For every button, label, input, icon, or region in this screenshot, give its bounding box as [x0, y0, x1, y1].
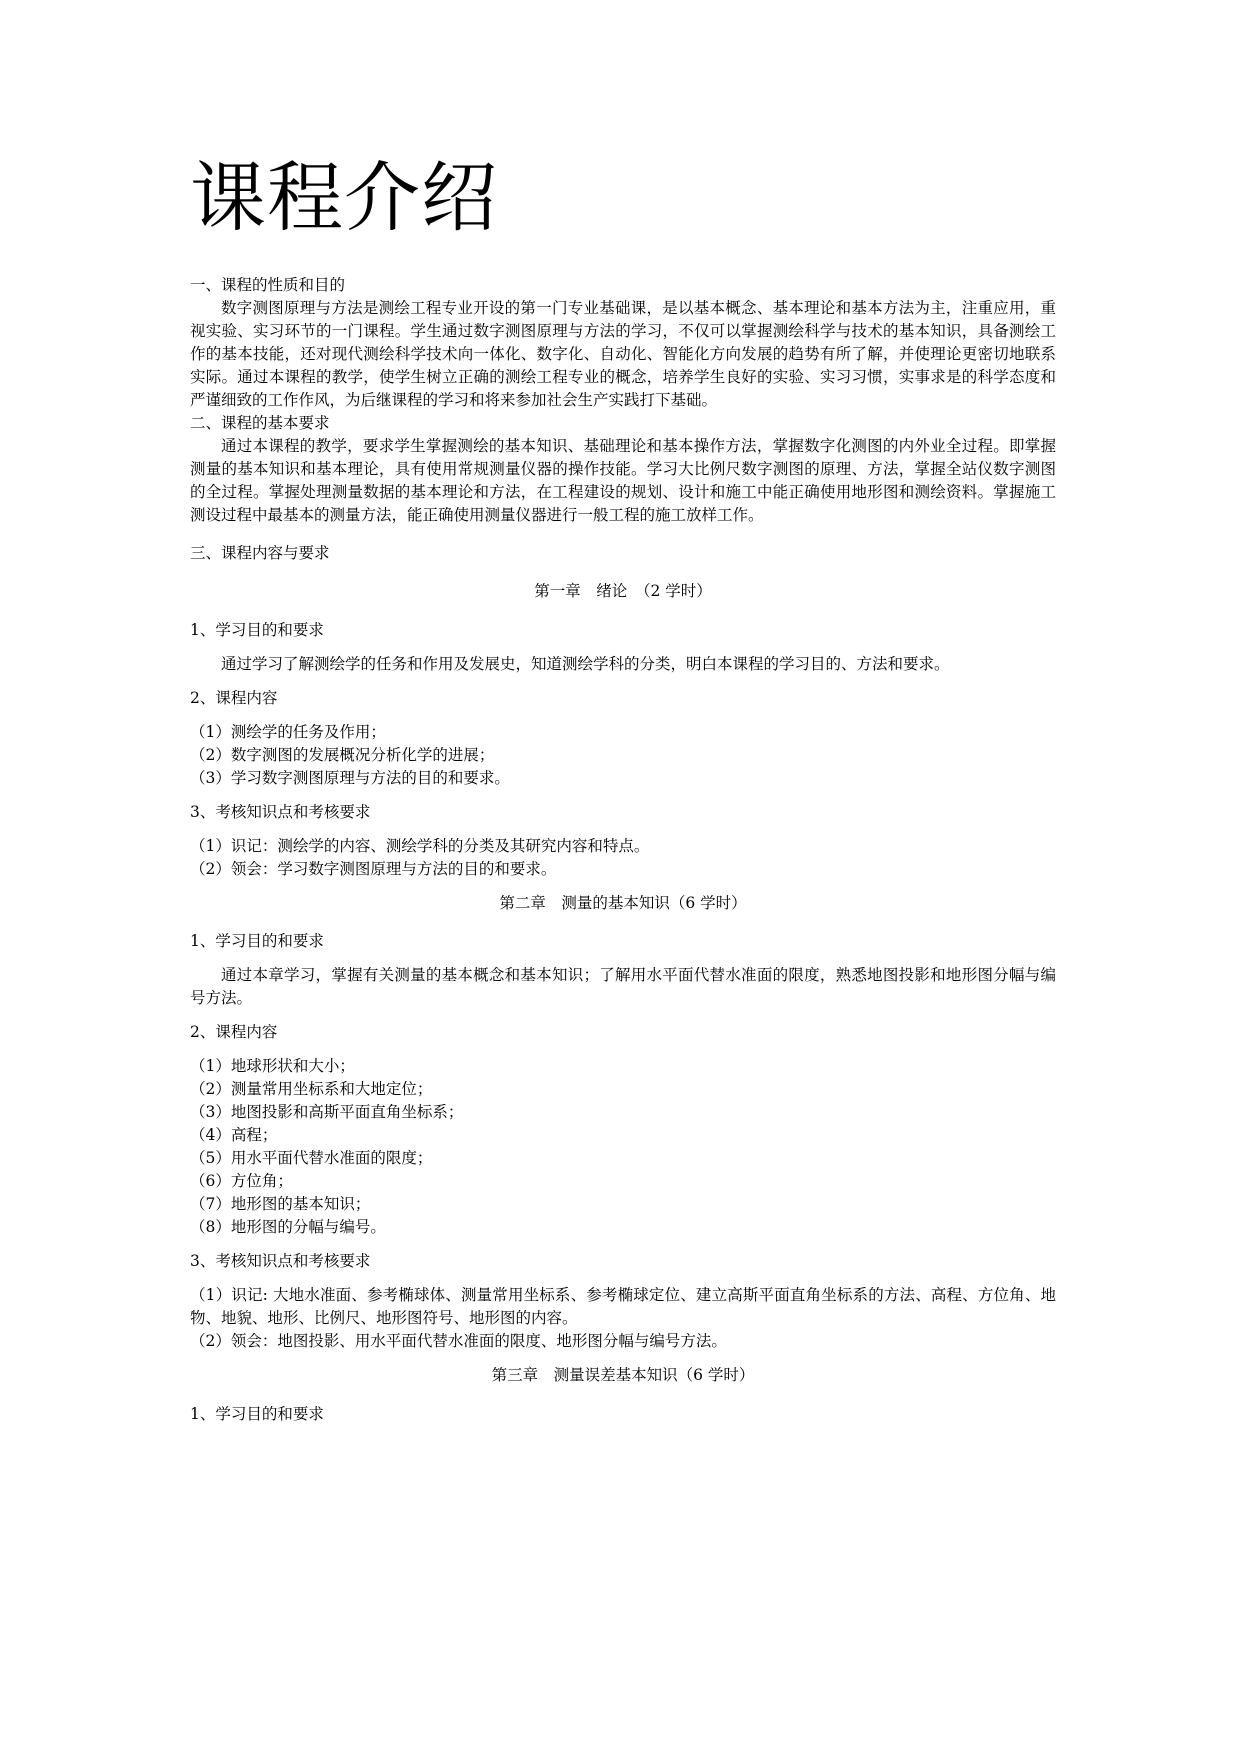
chapter1-goal-heading: 1、学习目的和要求: [190, 620, 324, 639]
chapter2-goal-heading: 1、学习目的和要求: [190, 932, 324, 950]
chapter1-content-heading: 2、课程内容: [190, 688, 278, 707]
section1-body: 数字测图原理与方法是测绘工程专业开设的第一门专业基础课，是以基本概念、基本理论和基本方法为主，注重应用，重视实验、实习环节的一门课程。学生通过数字测图原理与方法的学习，不仅可以掌握测绘科学与技术的基本知识，具备测绘工作的基本技能，还对现代测绘科学技术向一体化、数字化、自动化、智能化方向发展的趋势有所了解，并使理论更密切地联系实际。通过本课程的教学，使学生树立正确的测绘工程专业的概念，培养学生良好的实验、实习习惯，实事求是的科学态度和严谨细致的工作作风，为后继课程的学习和将来参加社会生产实践打下基础。: [190, 299, 1056, 409]
page-title: 课程介绍: [190, 153, 498, 242]
chapter3-title: 第三章 测量误差基本知识（6 学时）: [491, 1366, 755, 1384]
chapter1-title: 第一章 绪论 （2 学时）: [534, 582, 712, 600]
section1-heading: 一、课程的性质和目的: [190, 276, 346, 294]
section2-body: 通过本课程的教学，要求学生掌握测绘的基本知识、基础理论和基本操作方法，掌握数字化测图的内外业全过程。即掌握测量的基本知识和基本理论，具有使用常规测量仪器的操作技能。学习大比例尺数字测图的原理、方法，掌握全站仪数字测图的全过程。掌握处理测量数据的基本理论和方法，在工程建设的规划、设计和施工中能正确使用地形图和测绘资料。掌握施工测设过程中最基本的测量方法，能正确使用测量仪器进行一般工程的施工放样工作。: [190, 437, 1056, 524]
list-item: （1）地球形状和大小；: [190, 1057, 355, 1075]
chapter2-title: 第二章 测量的基本知识（6 学时）: [499, 893, 747, 912]
chapter1-exam-list: [190, 835, 1056, 881]
list-item: （1）识记：测绘学的内容、测绘学科的分类及其研究内容和特点。: [190, 836, 650, 855]
list-item: （2）领会：地图投影、用水平面代替水准面的限度、地形图分幅与编号方法。: [190, 1332, 727, 1350]
chapter1-goal-body: 通过学习了解测绘学的任务和作用及发展史，知道测绘学科的分类，明白本课程的学习目的、方法和要求。: [221, 654, 950, 673]
list-item: （1）测绘学的任务及作用；: [190, 722, 386, 741]
chapter3-goal-heading: 1、学习目的和要求: [190, 1404, 324, 1423]
document-content: [190, 150, 1056, 1426]
list-item: （6）方位角；: [190, 1172, 293, 1190]
list-item: （2）数字测图的发展概况分析化学的进展；: [190, 745, 495, 764]
list-item: （8）地形图的分幅与编号。: [190, 1218, 386, 1236]
chapter2-goal-body: 通过本章学习，掌握有关测量的基本概念和基本知识；了解用水平面代替水准面的限度，熟悉地图投影和地形图分幅与编号方法。: [190, 966, 1056, 1007]
list-item: （1）识记: 大地水准面、参考椭球体、测量常用坐标系、参考椭球定位、建立高斯平面直角坐标系的方法、高程、方位角、地物、地貌、地形、比例尺、地形图符号、地形图的内容。: [190, 1286, 1056, 1327]
chapter1-exam-heading: 3、考核知识点和考核要求: [190, 802, 371, 821]
list-item: （4）高程；: [190, 1126, 278, 1144]
list-item: （5）用水平面代替水准面的限度；: [190, 1149, 433, 1167]
chapter2-exam-list: [190, 1284, 1056, 1353]
section2-heading: 二、课程的基本要求: [190, 414, 330, 432]
chapter2-content-heading: 2、课程内容: [190, 1023, 278, 1041]
list-item: （3）地图投影和高斯平面直角坐标系；: [190, 1103, 464, 1121]
chapter2-content-list: [190, 1055, 1056, 1239]
list-item: （7）地形图的基本知识；: [190, 1195, 371, 1213]
list-item: （2）领会：学习数字测图原理与方法的目的和要求。: [190, 859, 557, 878]
chapter2-exam-heading: 3、考核知识点和考核要求: [190, 1252, 371, 1270]
list-item: （3）学习数字测图原理与方法的目的和要求。: [190, 768, 510, 787]
list-item: （2）测量常用坐标系和大地定位；: [190, 1080, 433, 1098]
section3-heading: 三、课程内容与要求: [190, 544, 330, 562]
chapter1-content-list: [190, 721, 1056, 790]
